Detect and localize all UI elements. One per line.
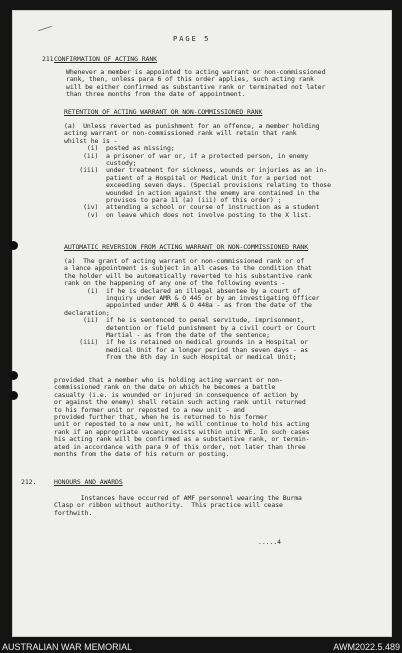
continuation-mark: .....4 <box>258 538 281 546</box>
reversion-title: AUTOMATIC REVERSION FROM ACTING WARRANT OR NON-COMMISSIONED RANK <box>64 243 309 251</box>
text-line: custody; <box>64 159 137 167</box>
text-line: Clasp or ribbon without authority. This practice will cease <box>54 501 283 510</box>
text-line: months from the date of his return or posting. <box>54 450 230 458</box>
section-211-title: CONFIRMATION OF ACTING RANK <box>54 55 157 63</box>
text-line: exceeding seven days. (Special provisions relating to those <box>64 181 331 190</box>
text-line: (iii) if he is retained on medical grounds in a Hospital or <box>64 338 309 347</box>
text-line: detention or field punishment by a civil court or Court <box>64 323 316 332</box>
text-line: inquiry under AMR & O 445 or by an investigating Officer <box>64 294 320 302</box>
text-line: patient of a Hospital or Medical Unit for a period not <box>64 173 312 182</box>
section-212-number: 212. <box>21 478 37 486</box>
archive-footer <box>0 641 402 653</box>
text-line: ated in accordance with para 9 of this order, not later than three <box>54 442 306 451</box>
section-212-title: HONOURS AND AWARDS <box>54 478 123 486</box>
text-line: medical Unit for a longer period than seven days - as <box>64 345 309 354</box>
text-line: casualty (i.e. is wounded or injured in consequence of action by <box>54 390 299 399</box>
text-line: will be either confirmed as substantive rank or terminated not later <box>66 82 326 91</box>
text-line: whilst he is - <box>64 136 118 145</box>
text-line: forthwith. <box>54 508 93 517</box>
text-line: declaration; <box>64 308 110 317</box>
footer-reference: AWM2022.5.489 <box>333 642 400 652</box>
text-line: provisos to para 11 (a) (iii) of this order) ; <box>64 196 282 204</box>
document-page <box>12 10 392 637</box>
retention-title: RETENTION OF ACTING WARRANT OR NON-COMMISSIONED RANK <box>64 108 263 116</box>
page-header: PAGE 5 <box>173 35 211 43</box>
punch-hole <box>9 371 18 380</box>
text-line: than three months from the date of appointment. <box>66 90 246 99</box>
text-line: a lance appointment is subject in all cases to the condition that <box>64 264 312 273</box>
punch-hole <box>9 391 18 400</box>
text-line: his acting rank will be confirmed as a substantive rank, or termin- <box>54 435 310 444</box>
text-line: or against the enemy) shall retain such acting rank until returned <box>54 398 306 407</box>
text-line: rank if an appropriate vacancy exists within unit WE. In such cases <box>54 427 310 436</box>
text-line: (iv) attending a school or course of instruction as a student <box>64 203 320 212</box>
pen-mark <box>38 26 52 31</box>
text-line: wounded in action against the enemy are contained in the <box>64 188 320 197</box>
text-line: commissioned rank on the date on which he becomes a battle <box>54 383 276 392</box>
text-line: (iii) under treatment for sickness, wounds or injuries as an in- <box>64 166 328 175</box>
text-line: (i) posted as missing; <box>64 144 175 153</box>
text-line: (v) on leave which does not involve posting to the X list. <box>64 210 312 219</box>
text-line: rank on the happening of any one of the following events - <box>64 279 286 288</box>
text-line: (ii) a prisoner of war or, if a protected person, in enemy <box>64 151 309 160</box>
text-line: (i) if he is declared an illegal absentee by a court of <box>64 286 301 295</box>
text-line: (ii) if he is sentenced to penal servitude, imprisonment, <box>64 316 305 325</box>
text-line: to his former unit or reposted to a new unit - and <box>54 405 245 414</box>
footer-source: AUSTRALIAN WAR MEMORIAL <box>2 642 133 652</box>
text-line: acting warrant or non-commissioned rank will retain that rank <box>64 129 297 138</box>
text-line: provided that a member who is holding acting warrant or non- <box>54 376 283 384</box>
text-line: (a) The grant of acting warrant or non-commissioned rank or of <box>64 257 305 265</box>
text-line: (a) Unless reverted as punishment for an offence, a member holding <box>64 122 320 130</box>
section-211-number: 211 <box>42 55 54 63</box>
text-line: rank, then, unless para 6 of this order applies, such acting rank <box>66 75 314 84</box>
text-line: from the 8th day in such Hospital or medical Unit; <box>64 353 297 362</box>
text-line: Whenever a member is appointed to acting warrant or non-commissioned <box>66 68 326 76</box>
punch-hole <box>9 241 18 250</box>
text-line: Martial - as from the date of the sentence; <box>64 331 270 339</box>
text-line: Instances have occurred of AMF personnel wearing the Burma <box>54 494 302 502</box>
text-line: appointed under AMR & O 448a - as from the date of the <box>64 301 312 310</box>
text-line: unit or reposted to a new unit, he will continue to hold his acting <box>54 420 310 429</box>
text-line: provided further that, when he is returned to his former <box>54 413 268 421</box>
text-line: the holder will be automatically reverted to his substantive rank <box>64 271 312 280</box>
